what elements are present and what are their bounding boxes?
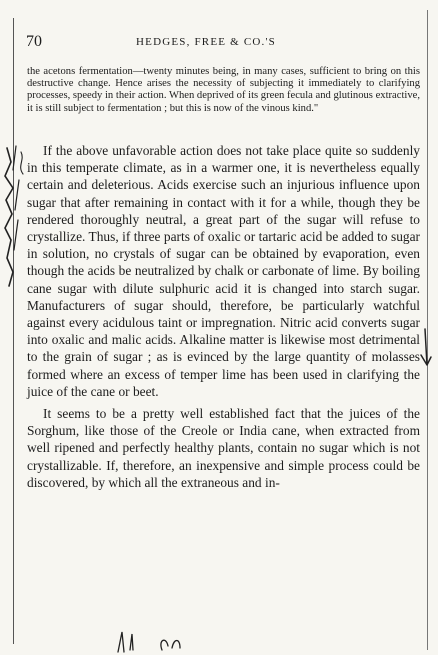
handwritten-margin-note (1, 140, 31, 290)
quoted-passage: the acetons fermentation—twenty minutes being, in many cases, sufficient to bring on this destructive change. Hence arises the necessity of subjecting it immediately to clarifying processes, speedy in their action. When deprived of its green fecula and glutinous extractive, it is still subject to fermentation ; but this is now of the vinous kind." (27, 66, 420, 114)
paragraph-1: If the above unfavorable action does not take place quite so suddenly in this temperate climate, as in a warmer one, it is nevertheless equally certain and deleterious. Acids exercise such an injurious influence upon sugar that after remaining in contact with it for a while, though they be rendered thoroughly neutral, a great part of the sugar will refuse to crystallize. Thus, if three parts of oxalic or tartaric acid be added to sugar in solution, no crystals of sugar can be obtained by evaporation, even though the acids be neutralized by chalk or carbonate of lime. By boiling cane sugar with dilute sulphuric acid it is changed into starch sugar. Manufacturers of sugar should, therefore, be particularly watchful against every acidulous taint or impregnation. Nitric acid converts sugar into oxalic and malic acids. Alkaline matter is likewise most detrimental to the grain of sugar ; as is evinced by the large quantity of molasses formed where an excess of temper lime has been used in clarifying the juice of the cane or beet. (27, 143, 420, 399)
page-number: 70 (26, 33, 42, 50)
left-rule (13, 18, 14, 644)
handwritten-bottom-scribble (110, 628, 200, 655)
paragraph-2: It seems to be a pretty well established fact that the juices of the Sorghum, like those of the Creole or India cane, when extracted from well ripened and perfectly healthy plants, contain no sugar which is not crystallizable. If, therefore, an inexpensive and simple process could be discovered, by which all the extraneous and in- (27, 406, 420, 490)
running-head: HEDGES, FREE & CO.'S (136, 36, 276, 48)
page-header (26, 33, 422, 53)
body-text (27, 142, 420, 491)
handwritten-margin-mark (415, 325, 435, 385)
